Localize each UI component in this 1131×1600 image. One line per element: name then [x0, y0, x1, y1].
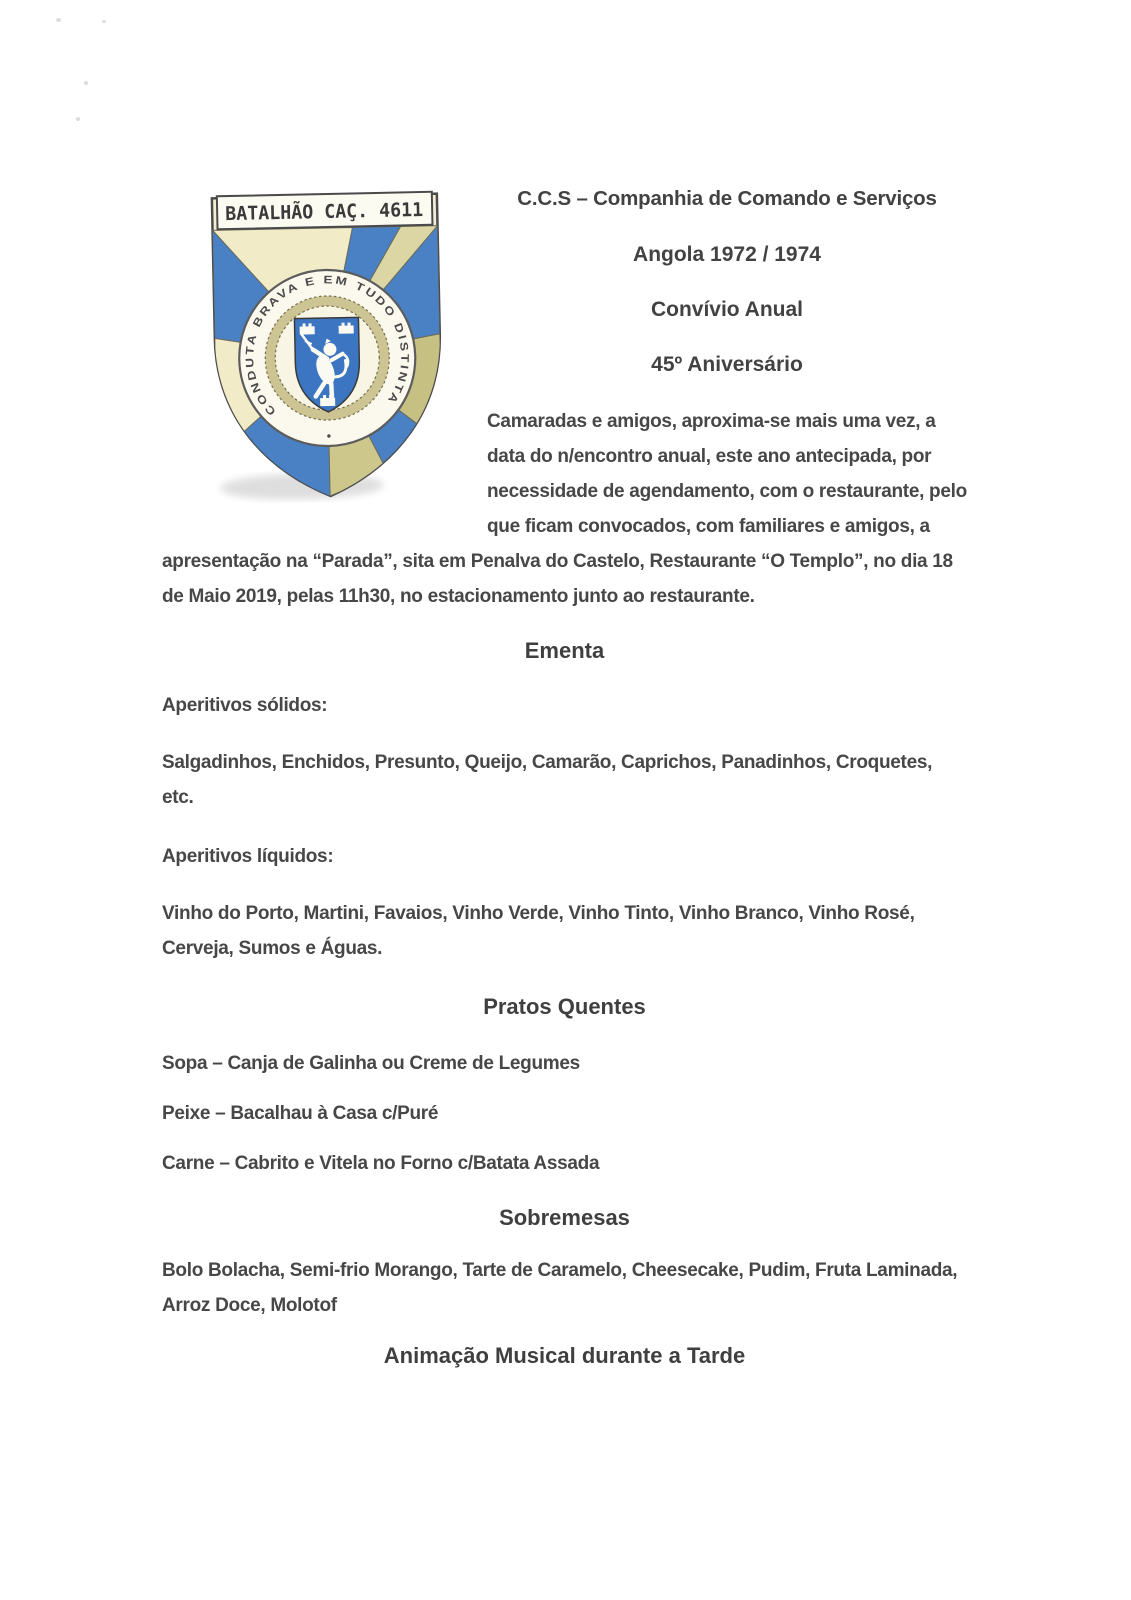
aperitivos-liquidos-label: Aperitivos líquidos: [162, 846, 334, 867]
dish-peixe: Peixe – Bacalhau à Casa c/Puré [162, 1103, 439, 1124]
dish-sopa: Sopa – Canja de Galinha ou Creme de Legumes [162, 1053, 580, 1074]
crest-motto-separator: • [326, 428, 332, 444]
header-years: Angola 1972 / 1974 [633, 243, 821, 266]
header-anniversary: 45º Aniversário [651, 353, 803, 376]
document-title: C.C.S – Companhia de Comando e Serviços [517, 187, 937, 210]
battalion-crest [192, 183, 464, 508]
aperitivos-solidos-items: Salgadinhos, Enchidos, Presunto, Queijo, Camarão, Caprichos, Panadinhos, Croquetes, etc. [162, 752, 933, 808]
menu-title: Ementa [524, 638, 605, 663]
pratos-quentes-title: Pratos Quentes [483, 994, 646, 1019]
crest-motto: CONDUTA BRAVA E EM TUDO DISTINTA [244, 274, 411, 418]
battalion-crest-icon [192, 183, 464, 508]
header-event: Convívio Anual [650, 298, 804, 321]
scan-speck [76, 117, 80, 121]
footer-note: Animação Musical durante a Tarde [383, 1343, 746, 1368]
dish-carne: Carne – Cabrito e Vitela no Forno c/Batata Assada [162, 1153, 600, 1174]
scan-speck [102, 20, 106, 23]
sobremesas-items: Bolo Bolacha, Semi-frio Morango, Tarte de Caramelo, Cheesecake, Pudim, Fruta Laminada, Arroz Doce, Molotof [162, 1260, 958, 1316]
scan-speck [84, 81, 88, 85]
intro-paragraph: Camaradas e amigos, aproxima-se mais uma vez, a data do n/encontro anual, este ano antecipada, por necessidade de agendamento, com o restaurante, pelo que ficam convocados, com familiares e amigos, a apresentação na “Parada”, sita em Penalva do Castelo, Restaurante “O Templo”, no dia 18 de Maio 2019, pelas 11h30, no estacionamento junto ao restaurante. [162, 411, 967, 607]
sobremesas-title: Sobremesas [499, 1205, 630, 1230]
aperitivos-solidos-label: Aperitivos sólidos: [162, 695, 328, 716]
crest-banner-text: BATALHÃO CAÇ. 4611 [224, 198, 432, 226]
aperitivos-liquidos-items: Vinho do Porto, Martini, Favaios, Vinho Verde, Vinho Tinto, Vinho Branco, Vinho Rosé, Cerveja, Sumos e Águas. [162, 903, 915, 959]
scan-speck [56, 18, 61, 22]
